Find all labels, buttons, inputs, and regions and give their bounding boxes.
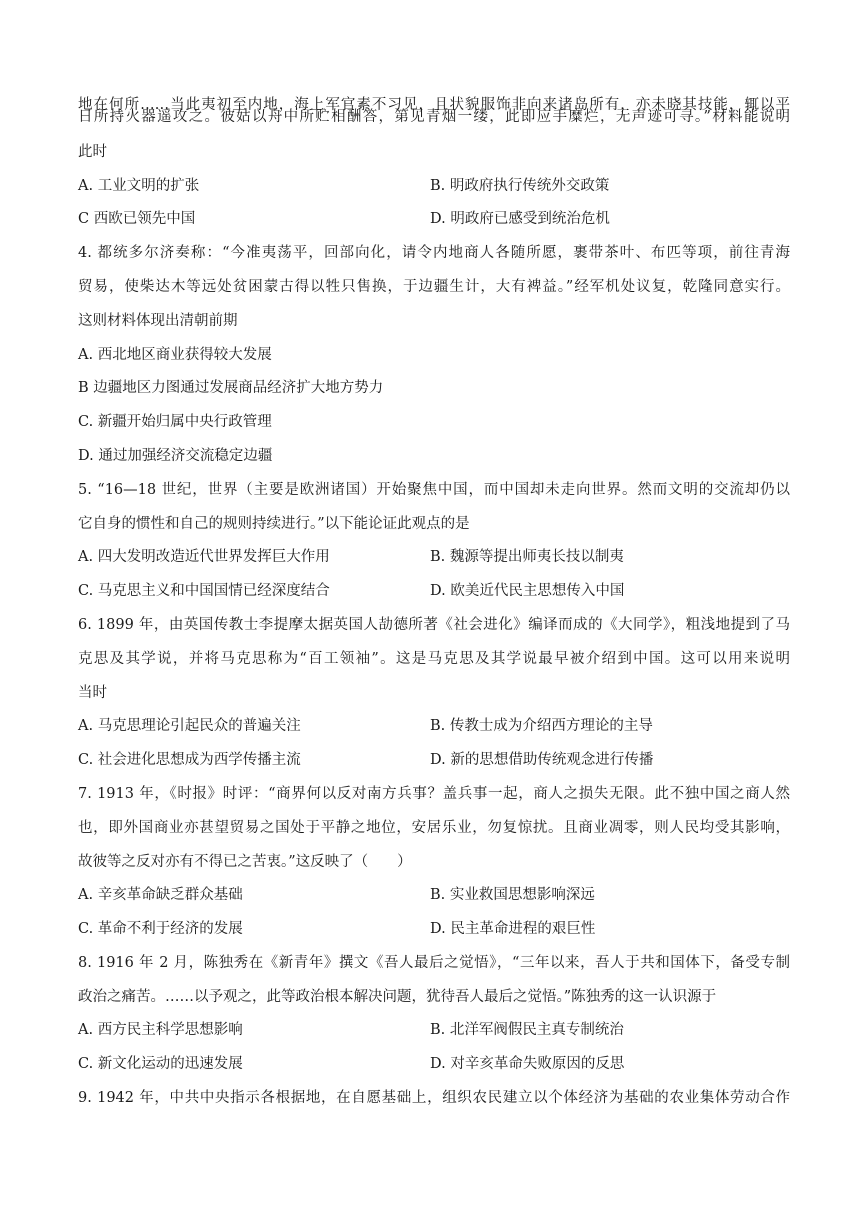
q7-option-d: D. 民主革命进程的艰巨性 xyxy=(430,921,596,937)
q5-option-b: B. 魏源等提出师夷长技以制夷 xyxy=(430,549,624,565)
q5-option-a: A. 四大发明改造近代世界发挥巨大作用 xyxy=(78,549,330,565)
q3-continuation-line-3: 此时 xyxy=(78,144,107,160)
q8-option-d: D. 对辛亥革命失败原因的反思 xyxy=(430,1056,625,1072)
q6-stem-line-3: 当时 xyxy=(78,685,107,701)
q6-stem-line-2: 克思及其学说，并将马克思称为“百工领袖”。这是马克思及其学说最早被介绍到中国。这可以用来说明 xyxy=(78,651,790,667)
q3-continuation-line-2: 日所持火器遥攻之。彼姑以舟中所贮相酬答，第见青烟一缕，此即应手糜烂，无声迹可寻。”材料能说明 xyxy=(78,109,790,125)
q7-stem-line-3: 故彼等之反对亦有不得已之苦衷。”这反映了（ ） xyxy=(78,854,412,870)
q6-stem-line-1: 6. 1899 年，由英国传教士李提摩太据英国人劼德所著《社会进化》编译而成的《大同学》，粗浅地提到了马 xyxy=(78,617,790,633)
q4-stem-line-1: 4. 都统多尔济奏称：“今准夷荡平，回部向化，请令内地商人各随所愿，裹带茶叶、布匹等项，前往青海 xyxy=(78,245,790,261)
q5-option-d: D. 欧美近代民主思想传入中国 xyxy=(430,583,625,599)
q7-option-c: C. 革命不利于经济的发展 xyxy=(78,921,243,937)
q6-option-b: B. 传教士成为介绍西方理论的主导 xyxy=(430,718,653,734)
q3-option-a: A. 工业文明的扩张 xyxy=(78,178,200,194)
q5-stem-line-2: 它自身的惯性和自己的规则持续进行。”以下能论证此观点的是 xyxy=(78,516,470,532)
q3-continuation-line-1: 地在何所……当此夷初至内地，海上军官素不习见，且状貌服饰非向来诸岛所有，亦未晓其技能，辄以平 xyxy=(78,97,790,113)
q5-option-c: C. 马克思主义和中国国情已经深度结合 xyxy=(78,583,330,599)
q7-option-b: B. 实业救国思想影响深远 xyxy=(430,887,595,903)
q4-option-a: A. 西北地区商业获得较大发展 xyxy=(78,347,272,363)
q3-option-b: B. 明政府执行传统外交政策 xyxy=(430,178,610,194)
q4-stem-line-2: 贸易，使柴达木等远处贫困蒙古得以牲只售换，于边疆生计，大有裨益。”经军机处议复，乾隆同意实行。 xyxy=(78,279,790,295)
q8-option-a: A. 西方民主科学思想影响 xyxy=(78,1022,243,1038)
q7-stem-line-2: 也，即外国商业亦甚望贸易之国处于平静之地位，安居乐业，勿复惊扰。且商业凋零，则人民均受其影响， xyxy=(78,820,790,836)
q6-option-c: C. 社会进化思想成为西学传播主流 xyxy=(78,752,301,768)
q3-option-c: C 西欧已领先中国 xyxy=(78,211,196,227)
q6-option-d: D. 新的思想借助传统观念进行传播 xyxy=(430,752,654,768)
q4-option-c: C. 新疆开始归属中央行政管理 xyxy=(78,414,272,430)
q8-option-b: B. 北洋军阀假民主真专制统治 xyxy=(430,1022,624,1038)
q4-option-b: B 边疆地区力图通过发展商品经济扩大地方势力 xyxy=(78,380,384,396)
q7-stem-line-1: 7. 1913 年，《时报》时评：“商界何以反对南方兵事？盖兵事一起，商人之损失无限。此不独中国之商人然 xyxy=(78,786,790,802)
q8-stem-line-2: 政治之痛苦。……以予观之，此等政治根本解决问题，犹待吾人最后之觉悟。”陈独秀的这一认识源于 xyxy=(78,989,717,1005)
q8-option-c: C. 新文化运动的迅速发展 xyxy=(78,1056,243,1072)
q8-stem-line-1: 8. 1916 年 2 月，陈独秀在《新青年》撰文《吾人最后之觉悟》，“三年以来，吾人于共和国体下，备受专制 xyxy=(78,955,790,971)
q9-stem-line-1: 9. 1942 年，中共中央指示各根据地，在自愿基础上，组织农民建立以个体经济为基础的农业集体劳动合作 xyxy=(78,1090,790,1106)
q7-option-a: A. 辛亥革命缺乏群众基础 xyxy=(78,887,243,903)
q4-option-d: D. 通过加强经济交流稳定边疆 xyxy=(78,448,273,464)
q4-stem-line-3: 这则材料体现出清朝前期 xyxy=(78,313,238,329)
q5-stem-line-1: 5. “16—18 世纪，世界（主要是欧洲诸国）开始聚焦中国，而中国却未走向世界。然而文明的交流却仍以 xyxy=(78,482,790,498)
q6-option-a: A. 马克思理论引起民众的普遍关注 xyxy=(78,718,301,734)
q3-option-d: D. 明政府已感受到统治危机 xyxy=(430,211,610,227)
